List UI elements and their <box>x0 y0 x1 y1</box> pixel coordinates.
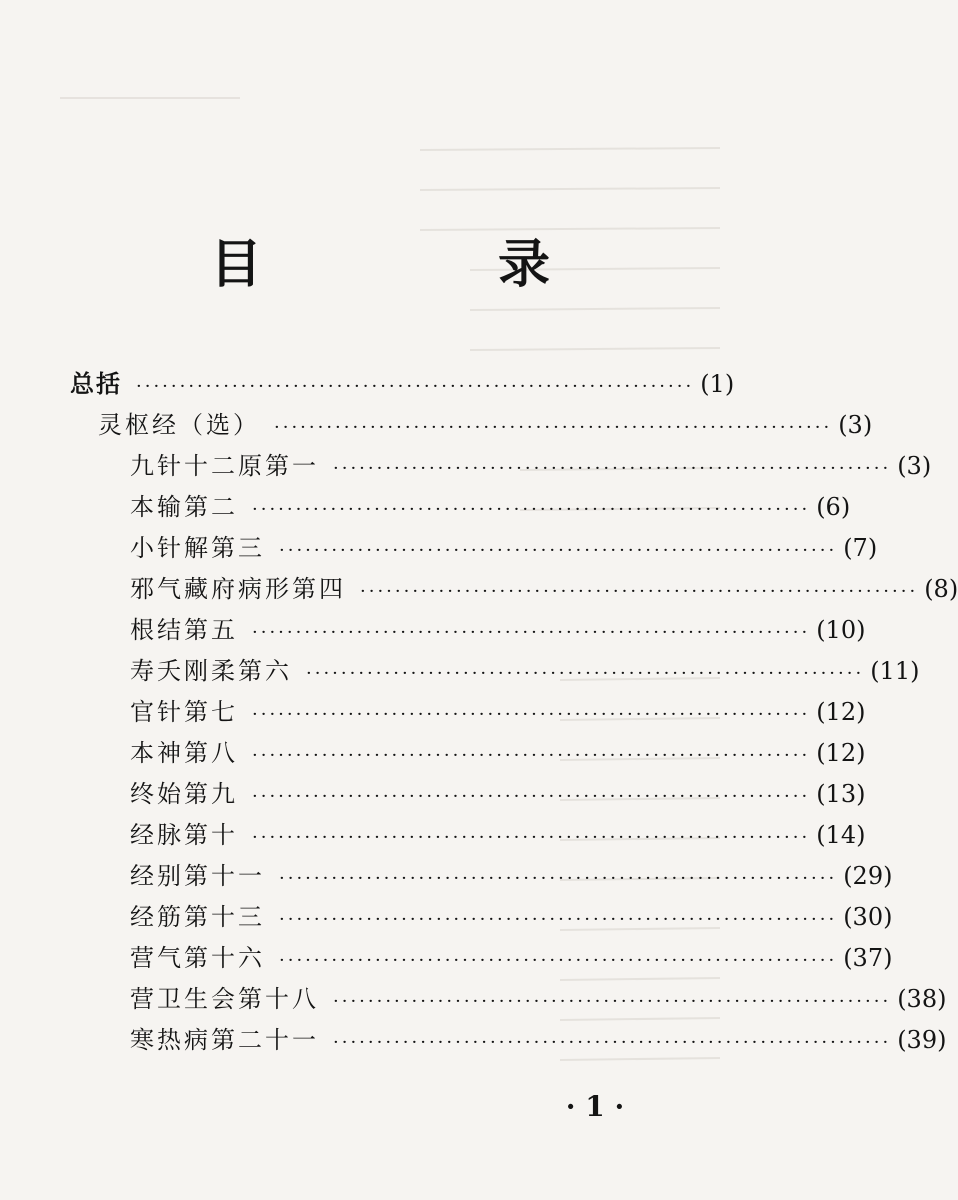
dot-leader: ································································ <box>279 909 838 930</box>
toc-entry-label: 灵枢经（选） <box>98 411 260 439</box>
dot-leader: ································································ <box>333 1032 892 1053</box>
title-char-1: 目 <box>209 235 262 295</box>
toc-entry-label: 营气第十六 <box>130 944 265 972</box>
toc-entry-label: 小针解第三 <box>130 534 265 562</box>
toc-entry <box>130 897 893 937</box>
toc-entry-page: (3) <box>897 452 932 480</box>
toc-entry-page: (11) <box>870 657 920 685</box>
toc-entry-page: (12) <box>816 698 866 726</box>
toc-entry <box>130 856 893 896</box>
toc-entry-label: 总括 <box>70 370 122 398</box>
dot-leader: ································································ <box>252 745 811 766</box>
dot-leader: ································································ <box>252 704 811 725</box>
dot-leader: ································································ <box>333 991 892 1012</box>
toc-entry-page: (39) <box>897 1026 947 1054</box>
toc-entry <box>130 938 893 978</box>
dot-leader: ································································ <box>279 868 838 889</box>
dot-leader: ································································ <box>136 376 695 397</box>
toc-entry-page: (1) <box>700 370 735 398</box>
dot-leader: ································································ <box>279 540 838 561</box>
toc-entry <box>130 979 947 1019</box>
dot-leader: ································································ <box>252 827 811 848</box>
toc-entry <box>130 610 866 650</box>
dot-leader: ································································ <box>252 786 811 807</box>
toc-entry-page: (37) <box>843 944 893 972</box>
toc-entry-label: 九针十二原第一 <box>130 452 319 480</box>
toc-entry-label: 官针第七 <box>130 698 238 726</box>
toc-entry <box>130 528 878 568</box>
toc-entry <box>130 651 920 691</box>
toc-entry <box>130 815 866 855</box>
toc-entry-label: 寒热病第二十一 <box>130 1026 319 1054</box>
toc-entry-label: 经脉第十 <box>130 821 238 849</box>
title-char-2: 录 <box>497 235 550 295</box>
dot-leader: ································································ <box>306 663 865 684</box>
toc-entry-label: 邪气藏府病形第四 <box>130 575 346 603</box>
toc-entry <box>130 569 958 609</box>
dot-leader: ································································ <box>252 499 811 520</box>
toc-entry-page: (14) <box>816 821 866 849</box>
toc-entry-label: 寿夭刚柔第六 <box>130 657 292 685</box>
toc-entry-label: 经筋第十三 <box>130 903 265 931</box>
toc-entry <box>130 774 866 814</box>
toc-entry <box>130 733 866 773</box>
toc-entry-page: (8) <box>924 575 958 603</box>
toc-entry-page: (13) <box>816 780 866 808</box>
toc-entry <box>70 364 735 404</box>
dot-leader: ································································ <box>279 950 838 971</box>
toc-entry-page: (12) <box>816 739 866 767</box>
toc-entry-page: (30) <box>843 903 893 931</box>
toc-entry-page: (6) <box>816 493 851 521</box>
toc-entry <box>98 405 873 445</box>
toc-entry-page: (7) <box>843 534 878 562</box>
toc-entry-label: 终始第九 <box>130 780 238 808</box>
page-number: · 1 · <box>565 1090 625 1123</box>
toc-entry <box>130 446 932 486</box>
toc-entry-page: (38) <box>897 985 947 1013</box>
toc-entry-label: 经别第十一 <box>130 862 265 890</box>
dot-leader: ································································ <box>360 581 919 602</box>
toc-entry-page: (10) <box>816 616 866 644</box>
dot-leader: ································································ <box>333 458 892 479</box>
toc-entry-page: (29) <box>843 862 893 890</box>
toc-entry <box>130 1020 947 1060</box>
dot-leader: ································································ <box>274 417 833 438</box>
dot-leader: ································································ <box>252 622 811 643</box>
toc-entry-label: 本神第八 <box>130 739 238 767</box>
toc-entry <box>130 692 866 732</box>
toc-entry-label: 根结第五 <box>130 616 238 644</box>
toc-entry-page: (3) <box>838 411 873 439</box>
toc-entry-label: 本输第二 <box>130 493 238 521</box>
toc-entry <box>130 487 851 527</box>
toc-entry-label: 营卫生会第十八 <box>130 985 319 1013</box>
